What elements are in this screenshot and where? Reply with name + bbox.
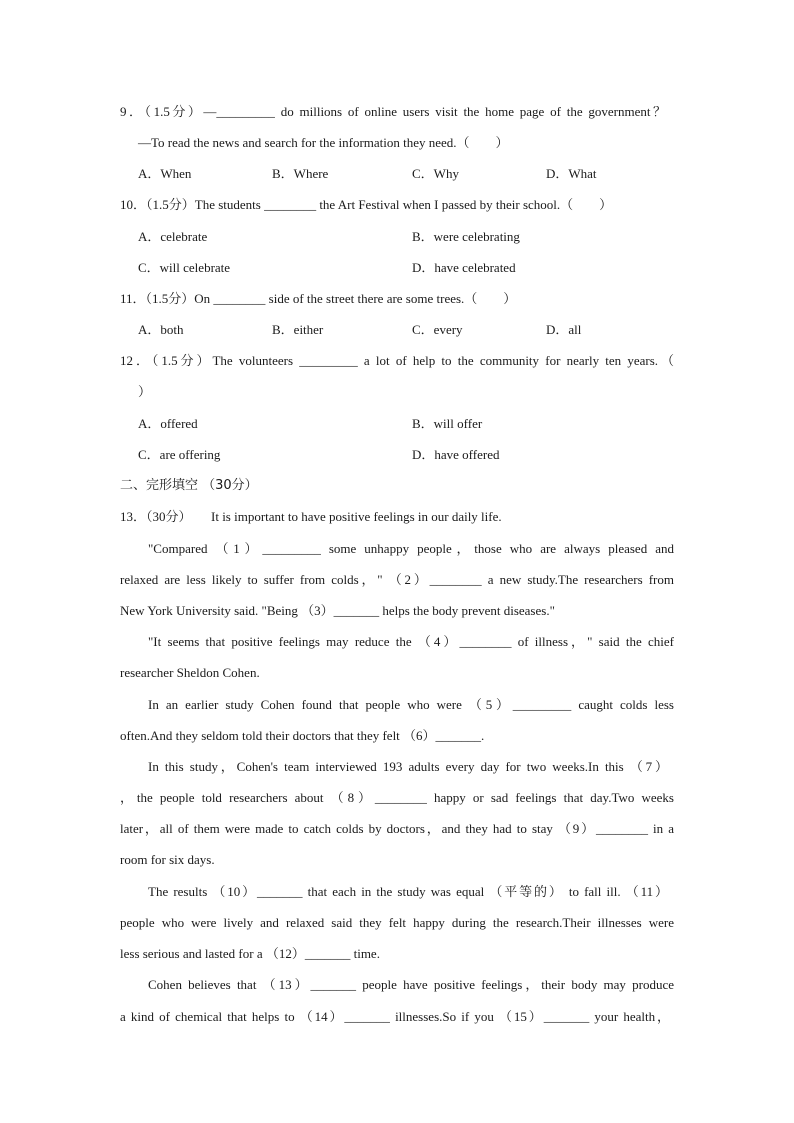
q12-option-c: C．are offering (138, 447, 221, 462)
q10-option-b: B．were celebrating (412, 229, 520, 244)
passage-line: New York University said. "Being （3）_______ helps the body prevent diseases." (120, 603, 555, 618)
passage-line: later，all of them were made to catch colds by doctors，and they had to stay （9）________ in a (120, 821, 674, 836)
passage-line: Cohen believes that （13）_______ people have positive feelings，their body may produce (148, 977, 674, 992)
q10-option-d: D．have celebrated (412, 260, 516, 275)
q11-option-a: A．both (138, 322, 184, 337)
passage-line: researcher Sheldon Cohen. (120, 665, 260, 680)
q10-option-c: C．will celebrate (138, 260, 231, 275)
q11-option-b: B．either (272, 322, 324, 337)
q10-option-a: A．celebrate (138, 229, 208, 244)
q13-intro: 13．（30分） It is important to have positive feelings in our daily life. (120, 509, 502, 524)
passage-line: "It seems that positive feelings may reduce the （4）________ of illness，" said the chief (148, 634, 674, 649)
q12-option-d: D．have offered (412, 447, 500, 462)
passage-line: In this study，Cohen's team interviewed 193 adults every day for two weeks.In this （7） (148, 759, 668, 774)
q9-reply: —To read the news and search for the information they need.（ ） (138, 135, 509, 150)
passage-line: In an earlier study Cohen found that people who were （5）_________ caught colds less (148, 697, 674, 712)
passage-line: less serious and lasted for a （12）_______ time. (120, 946, 380, 961)
passage-line: "Compared （1）_________ some unhappy people，those who are always pleased and (148, 541, 674, 556)
q11-option-c: C．every (412, 322, 463, 337)
q12-stem-cont: ） (138, 384, 152, 399)
passage-line: a kind of chemical that helps to （14）_______ illnesses.So if you （15）_______ your health， (120, 1009, 670, 1024)
q9-option-a: A．When (138, 166, 192, 181)
q12-stem: 12．（1.5分）The volunteers _________ a lot of help to the community for nearly ten years.（ (120, 353, 674, 368)
q12-option-a: A．offered (138, 416, 198, 431)
q9-option-d: D．What (546, 166, 597, 181)
q9-stem: 9．（1.5分）—_________ do millions of online users visit the home page of the government？ (120, 104, 666, 119)
passage-line: room for six days. (120, 852, 215, 867)
q11-stem: 11．（1.5分）On ________ side of the street there are some trees.（ ） (120, 291, 517, 306)
q11-option-d: D．all (546, 322, 582, 337)
passage-line: people who were lively and relaxed said they felt happy during the research.Their illnesses were (120, 915, 674, 930)
q12-option-b: B．will offer (412, 416, 483, 431)
passage-line: relaxed are less likely to suffer from colds，" （2）________ a new study.The researchers from (120, 572, 674, 587)
q10-stem: 10．（1.5分）The students ________ the Art Festival when I passed by their school.（ ） (120, 197, 613, 212)
passage-line: often.And they seldom told their doctors that they felt （6）_______. (120, 728, 485, 743)
passage-line: The results （10）_______ that each in the study was equal （平等的） to fall ill. （11） (148, 884, 668, 899)
q9-option-c: C．Why (412, 166, 459, 181)
passage-line: ，the people told researchers about （8）________ happy or sad feelings that day.Two weeks (120, 790, 674, 805)
section-heading: 二、完形填空 （30分） (120, 478, 258, 493)
q9-option-b: B．Where (272, 166, 329, 181)
